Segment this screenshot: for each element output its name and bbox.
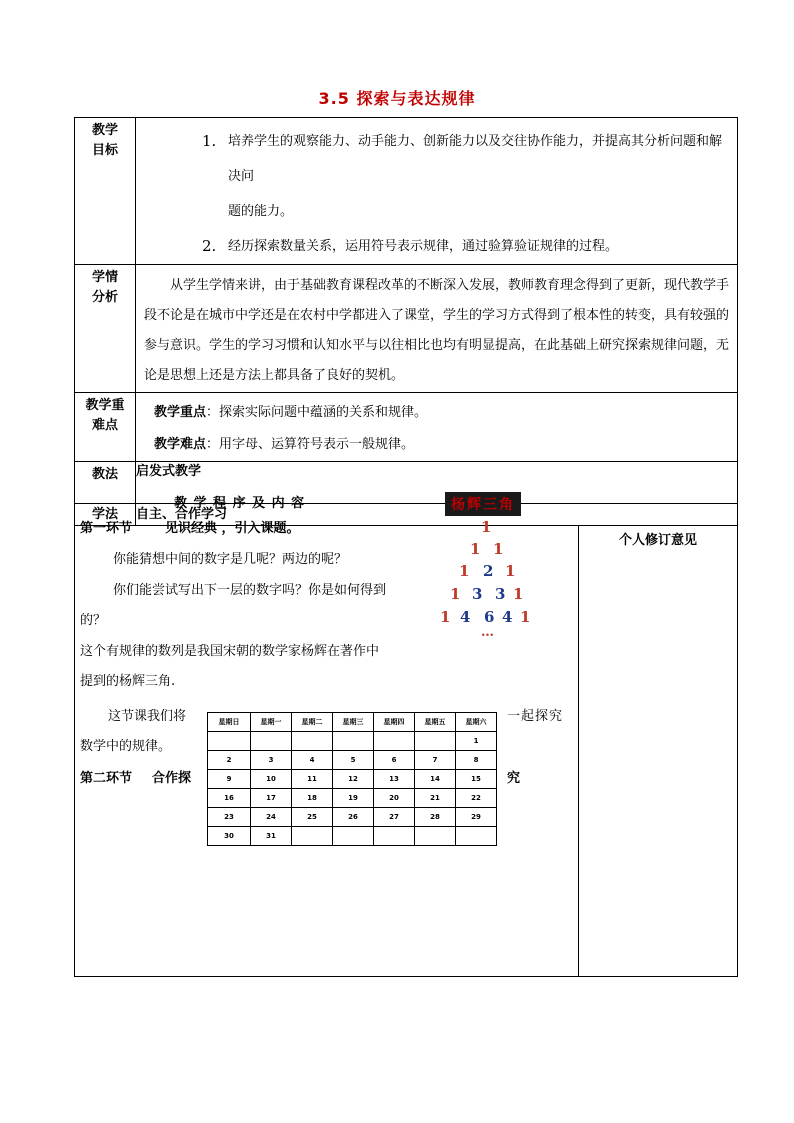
calendar-header: 星期三 xyxy=(333,713,374,732)
calendar-cell: 10 xyxy=(251,770,292,789)
method-value: 启发式教学 xyxy=(136,462,738,504)
calendar-header: 星期一 xyxy=(251,713,292,732)
tri-row5-1: 1 xyxy=(440,608,451,626)
calendar-cell: 17 xyxy=(251,789,292,808)
calendar-cell: 15 xyxy=(456,770,497,789)
calendar-week-row xyxy=(208,751,497,770)
calendar-cell: 9 xyxy=(208,770,251,789)
calendar-cell xyxy=(415,827,456,846)
learning-value: 自主、合作学习 xyxy=(136,504,738,526)
goal-line-2a: 经历探索数量关系，运用符号表示规律，通过验算验证规律的过程。 xyxy=(228,239,619,254)
question-1: 你能猜想中间的数字是几呢？两边的呢？ xyxy=(113,552,348,567)
tri-row4-2: 3 xyxy=(472,585,483,603)
focus-text: ：探索实际问题中蕴涵的关系和规律。 xyxy=(206,405,428,420)
stage2-label: 第二环节 xyxy=(80,771,133,786)
goal-number-1: 1. xyxy=(202,132,217,150)
difficulty-line xyxy=(136,429,737,461)
calendar-week-row xyxy=(208,789,497,808)
calendar-cell: 19 xyxy=(333,789,374,808)
calendar-cell xyxy=(333,827,374,846)
tri-row3-2: 2 xyxy=(483,562,494,580)
calendar-cell xyxy=(415,732,456,751)
tri-row4-4: 1 xyxy=(513,585,524,603)
calendar-cell: 11 xyxy=(292,770,333,789)
difficulty-text: ：用字母、运算符号表示一般规律。 xyxy=(206,437,415,452)
focus-label: 教学重点 xyxy=(154,405,207,420)
difficulty-label: 教学难点 xyxy=(154,437,207,452)
calendar-header: 星期四 xyxy=(374,713,415,732)
calendar-cell: 5 xyxy=(333,751,374,770)
keypoints-label-text: 教学重难点 xyxy=(85,398,125,433)
analysis-text: 从学生学情来讲，由于基础教育课程改革的不断深入发展，教师教育理念得到了更新，现代教学手段不论是在城市中学还是在农村中学都进入了课堂，学生的学习方式得到了根本性的转变，具有较强的参与意识。学生的学习习惯和认知水平与以往相比也均有明显提高，在此基础上研究探索规律问题，无论是思想上还是方法上都具备了良好的契机。 xyxy=(144,278,730,383)
calendar-cell: 24 xyxy=(251,808,292,827)
calendar-week-row xyxy=(208,827,497,846)
question-2-line2: 的？ xyxy=(80,613,107,628)
calendar-cell: 29 xyxy=(456,808,497,827)
calendar-cell: 8 xyxy=(456,751,497,770)
calendar-header: 星期六 xyxy=(456,713,497,732)
keypoints-label xyxy=(75,393,136,462)
page-title: 3.5 探索与表达规律 xyxy=(318,89,476,108)
calendar-cell: 16 xyxy=(208,789,251,808)
method-label: 教法 xyxy=(75,462,136,504)
calendar-cell: 20 xyxy=(374,789,415,808)
lesson-plan-table xyxy=(74,117,738,977)
analysis-label-text: 学情分析 xyxy=(91,270,118,305)
yanghui-title: 杨辉三角 xyxy=(445,492,521,516)
calendar-cell xyxy=(292,827,333,846)
explore-end: 一起探究 xyxy=(507,709,564,724)
calendar-cell: 28 xyxy=(415,808,456,827)
calendar-week-row xyxy=(208,732,497,751)
calendar-cell: 2 xyxy=(208,751,251,770)
procedure-header: 教 学 程 序 及 内 容 xyxy=(174,496,306,511)
revision-column xyxy=(579,526,738,977)
calendar-cell xyxy=(333,732,374,751)
analysis-content xyxy=(136,265,738,393)
calendar-table xyxy=(207,712,497,846)
calendar-header-row xyxy=(208,713,497,732)
goals-content xyxy=(136,118,738,265)
calendar-cell: 23 xyxy=(208,808,251,827)
tri-row3-1: 1 xyxy=(459,562,470,580)
tri-row5-3: 6 xyxy=(484,608,495,626)
calendar-cell xyxy=(374,732,415,751)
tri-row1-1: 1 xyxy=(481,518,492,536)
tri-row4-1: 1 xyxy=(450,585,461,603)
calendar-header: 星期五 xyxy=(415,713,456,732)
analysis-row xyxy=(75,265,738,393)
explore-line2: 数学中的规律。 xyxy=(80,739,172,754)
stage1-label: 第一环节 xyxy=(80,521,133,536)
tri-row5-2: 4 xyxy=(460,608,471,626)
calendar-cell: 22 xyxy=(456,789,497,808)
calendar-cell: 25 xyxy=(292,808,333,827)
learning-label: 学法 xyxy=(75,504,136,526)
calendar-cell xyxy=(456,827,497,846)
calendar-cell xyxy=(292,732,333,751)
goals-label xyxy=(75,118,136,265)
goals-label-text: 教学目标 xyxy=(91,123,118,158)
calendar-cell: 27 xyxy=(374,808,415,827)
tri-row3-3: 1 xyxy=(505,562,516,580)
focus-line xyxy=(136,397,737,429)
tri-row2-1: 1 xyxy=(470,540,481,558)
calendar-cell xyxy=(208,732,251,751)
calendar-cell: 31 xyxy=(251,827,292,846)
calendar-cell: 3 xyxy=(251,751,292,770)
calendar-cell: 1 xyxy=(456,732,497,751)
goals-row xyxy=(75,118,738,265)
calendar-cell: 13 xyxy=(374,770,415,789)
stage2-title: 合作探 xyxy=(152,771,192,786)
goal-line-1a: 培养学生的观察能力、动手能力、创新能力以及交往协作能力，并提高其分析问题和解决问 xyxy=(228,134,723,184)
calendar-cell: 14 xyxy=(415,770,456,789)
calendar-cell: 12 xyxy=(333,770,374,789)
tri-row2-2: 1 xyxy=(493,540,504,558)
explore-start: 这节课我们将 xyxy=(108,709,187,724)
calendar-header: 星期日 xyxy=(208,713,251,732)
calendar-cell xyxy=(251,732,292,751)
tri-ellipsis: … xyxy=(481,625,494,640)
calendar-cell: 4 xyxy=(292,751,333,770)
goal-number-2: 2. xyxy=(202,237,217,255)
calendar-cell xyxy=(374,827,415,846)
calendar-week-row xyxy=(208,770,497,789)
calendar-week-row xyxy=(208,808,497,827)
calendar-header: 星期二 xyxy=(292,713,333,732)
question-2-line1: 你们能尝试写出下一层的数字吗？你是如何得到 xyxy=(113,583,387,598)
goal-item-2 xyxy=(136,229,737,264)
stage1-title: 见识经典 ，引入课题。 xyxy=(165,521,300,536)
intro-line1: 这个有规律的数列是我国宋朝的数学家杨辉在著作中 xyxy=(80,644,380,659)
tri-row4-3: 3 xyxy=(495,585,506,603)
calendar-cell: 6 xyxy=(374,751,415,770)
calendar-cell: 18 xyxy=(292,789,333,808)
calendar-cell: 7 xyxy=(415,751,456,770)
goal-line-1b: 题的能力。 xyxy=(228,204,294,219)
intro-line2: 提到的杨辉三角. xyxy=(80,674,176,689)
goal-item-1 xyxy=(136,124,737,229)
keypoints-content xyxy=(136,393,738,462)
tri-row5-4: 4 xyxy=(502,608,513,626)
calendar-cell: 30 xyxy=(208,827,251,846)
calendar-cell: 21 xyxy=(415,789,456,808)
calendar-cell: 26 xyxy=(333,808,374,827)
revision-header: 个人修订意见 xyxy=(619,533,698,548)
tri-row5-5: 1 xyxy=(520,608,531,626)
keypoints-row xyxy=(75,393,738,462)
analysis-label xyxy=(75,265,136,393)
stage2-tail: 究 xyxy=(507,771,521,786)
